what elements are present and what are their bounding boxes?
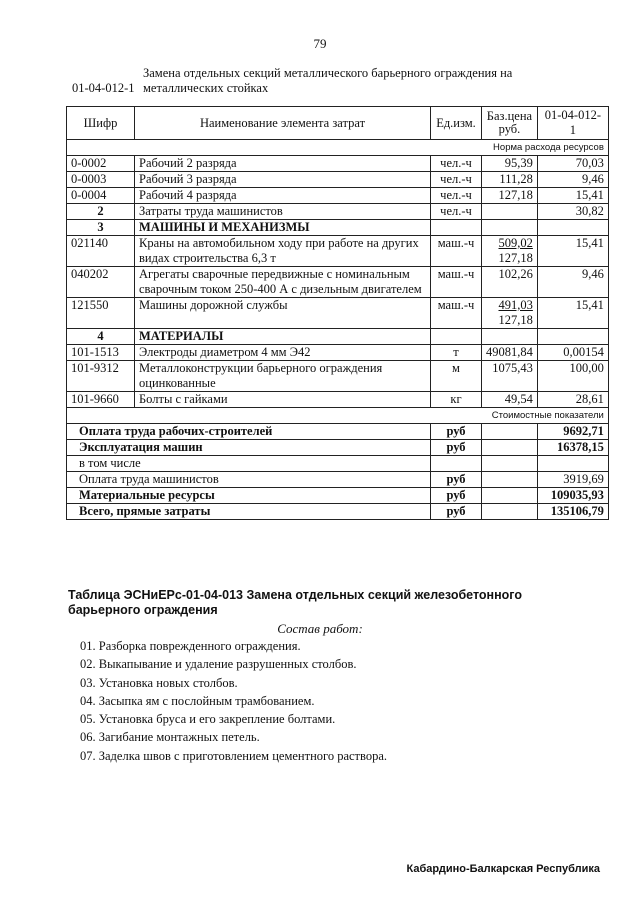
- row-name: Болты с гайками: [135, 392, 431, 408]
- cost-row: [67, 424, 609, 440]
- cost-unit: руб: [431, 504, 482, 520]
- next-table-heading: Таблица ЭСНиЕРс-01-04-013 Замена отдельных секций железобетонного барьерного ограждения: [68, 588, 522, 617]
- cost-unit: руб: [431, 472, 482, 488]
- row-price-main: 509,02: [498, 236, 533, 250]
- row-name: Рабочий 4 разряда: [135, 188, 431, 204]
- row-unit: т: [431, 345, 482, 361]
- cost-rows: [67, 424, 609, 520]
- row-unit: маш.-ч: [431, 298, 482, 329]
- cost-price: [482, 424, 538, 440]
- row-name: Агрегаты сварочные передвижные с номинальным сварочным током 250-400 А с дизельным двигателем: [135, 267, 431, 298]
- table-row: [67, 267, 609, 298]
- row-value: 9,46: [537, 267, 608, 298]
- cost-value: 9692,71: [537, 424, 608, 440]
- norm-caption-row: [67, 140, 609, 156]
- row-unit: чел.-ч: [431, 188, 482, 204]
- cost-name: Материальные ресурсы: [67, 488, 431, 504]
- section-2-code: 2: [67, 204, 135, 220]
- works-title: Состав работ:: [277, 621, 363, 636]
- cost-row: [67, 456, 609, 472]
- row-code: 040202: [67, 267, 135, 298]
- section-4-code: 4: [67, 329, 135, 345]
- cost-unit: руб: [431, 488, 482, 504]
- cost-unit: руб: [431, 440, 482, 456]
- cost-unit: руб: [431, 424, 482, 440]
- row-name: Металлоконструкции барьерного ограждения оцинкованные: [135, 361, 431, 392]
- header-name: Наименование элемента затрат: [135, 107, 431, 140]
- list-item: 05. Установка бруса и его закрепление болтами.: [80, 712, 336, 727]
- cost-name: Оплата труда рабочих-строителей: [67, 424, 431, 440]
- title-line-2: металлических стойках: [143, 81, 269, 95]
- cost-price: [482, 472, 538, 488]
- row-value: 0,00154: [537, 345, 608, 361]
- row-code: 021140: [67, 236, 135, 267]
- cost-name: Оплата труда машинистов: [67, 472, 431, 488]
- row-name: Рабочий 2 разряда: [135, 156, 431, 172]
- row-value: 100,00: [537, 361, 608, 392]
- cost-name: Всего, прямые затраты: [67, 504, 431, 520]
- header-price: Баз.цена руб.: [482, 107, 538, 140]
- row-unit: чел.-ч: [431, 156, 482, 172]
- row-value: 15,41: [537, 236, 608, 267]
- list-item: 01. Разборка поврежденного ограждения.: [80, 639, 301, 653]
- row-code: 101-1513: [67, 345, 135, 361]
- row-value: 9,46: [537, 172, 608, 188]
- table-row: [67, 361, 609, 392]
- row-code: 0-0003: [67, 172, 135, 188]
- table-row: [67, 392, 609, 408]
- table-row: [67, 156, 609, 172]
- cost-row: [67, 472, 609, 488]
- cost-row: [67, 504, 609, 520]
- works-list: [80, 637, 387, 765]
- section-3-row: [67, 220, 609, 236]
- title-line-1: Замена отдельных секций металлического барьерного ограждения на: [143, 66, 513, 80]
- list-item: 03. Установка новых столбов.: [80, 675, 238, 690]
- labor-rows: [67, 156, 609, 204]
- cost-value: 16378,15: [537, 440, 608, 456]
- cost-name: Эксплуатация машин: [67, 440, 431, 456]
- table-row: [67, 188, 609, 204]
- cost-value: 3919,69: [537, 472, 608, 488]
- row-unit: маш.-ч: [431, 267, 482, 298]
- row-unit: чел.-ч: [431, 172, 482, 188]
- list-item: 07. Заделка швов с приготовлением цементного раствора.: [80, 748, 387, 763]
- section-2-unit: чел.-ч: [431, 204, 482, 220]
- machine-rows: [67, 236, 609, 329]
- row-code: 0-0004: [67, 188, 135, 204]
- row-name: Рабочий 3 разряда: [135, 172, 431, 188]
- section-2-price: [482, 204, 538, 220]
- row-value: 15,41: [537, 188, 608, 204]
- row-price: 95,39: [482, 156, 538, 172]
- cost-value: 109035,93: [537, 488, 608, 504]
- section-3-name: МАШИНЫ И МЕХАНИЗМЫ: [135, 220, 431, 236]
- cost-caption: Стоимостные показатели: [67, 408, 609, 424]
- cost-caption-row: [67, 408, 609, 424]
- row-name: Краны на автомобильном ходу при работе на других видах строительства 6,3 т: [135, 236, 431, 267]
- table-row: [67, 236, 609, 267]
- row-code: 121550: [67, 298, 135, 329]
- list-item: 06. Загибание монтажных петель.: [80, 730, 260, 745]
- cost-name: в том числе: [67, 456, 431, 472]
- section-4-name: МАТЕРИАЛЫ: [135, 329, 431, 345]
- cost-value: [537, 456, 608, 472]
- row-unit: м: [431, 361, 482, 392]
- row-price: 49081,84: [482, 345, 538, 361]
- section-2-row: [67, 204, 609, 220]
- row-code: 101-9660: [67, 392, 135, 408]
- cost-price: [482, 440, 538, 456]
- footer-region: Кабардино-Балкарская Республика: [406, 863, 600, 875]
- row-price-main: 491,03: [498, 298, 533, 312]
- section-2-value: 30,82: [537, 204, 608, 220]
- row-unit: маш.-ч: [431, 236, 482, 267]
- cost-row: [67, 488, 609, 504]
- title-code: 01-04-012-1: [72, 81, 135, 95]
- section-2-name: Затраты труда машинистов: [135, 204, 431, 220]
- row-unit: кг: [431, 392, 482, 408]
- norm-caption: Норма расхода ресурсов: [67, 140, 609, 156]
- row-price-secondary: 127,18: [498, 251, 533, 265]
- header-code: Шифр: [67, 107, 135, 140]
- row-code: 101-9312: [67, 361, 135, 392]
- row-name: Машины дорожной службы: [135, 298, 431, 329]
- table-row: [67, 172, 609, 188]
- table-header-row: [67, 107, 609, 140]
- row-price: 49,54: [482, 392, 538, 408]
- row-price: 102,26: [482, 267, 538, 298]
- row-value: 70,03: [537, 156, 608, 172]
- table-row: [67, 298, 609, 329]
- material-rows: [67, 345, 609, 408]
- row-name: Электроды диаметром 4 мм Э42: [135, 345, 431, 361]
- header-norm: 01-04-012-1: [537, 107, 608, 140]
- row-price: 127,18: [482, 188, 538, 204]
- header-unit: Ед.изм.: [431, 107, 482, 140]
- cost-price: [482, 456, 538, 472]
- section-3-code: 3: [67, 220, 135, 236]
- cost-price: [482, 488, 538, 504]
- row-value: 15,41: [537, 298, 608, 329]
- row-price: 1075,43: [482, 361, 538, 392]
- page-number: 79: [313, 36, 327, 51]
- row-price: [482, 236, 538, 267]
- list-item: 02. Выкапывание и удаление разрушенных столбов.: [80, 657, 357, 672]
- cost-value: 135106,79: [537, 504, 608, 520]
- section-4-row: [67, 329, 609, 345]
- cost-row: [67, 440, 609, 456]
- row-code: 0-0002: [67, 156, 135, 172]
- cost-unit: [431, 456, 482, 472]
- table-row: [67, 345, 609, 361]
- resource-table: [66, 106, 609, 520]
- cost-price: [482, 504, 538, 520]
- list-item: 04. Засыпка ям с послойным трамбованием.: [80, 693, 315, 708]
- row-price: [482, 298, 538, 329]
- row-value: 28,61: [537, 392, 608, 408]
- row-price-secondary: 127,18: [498, 313, 533, 327]
- row-price: 111,28: [482, 172, 538, 188]
